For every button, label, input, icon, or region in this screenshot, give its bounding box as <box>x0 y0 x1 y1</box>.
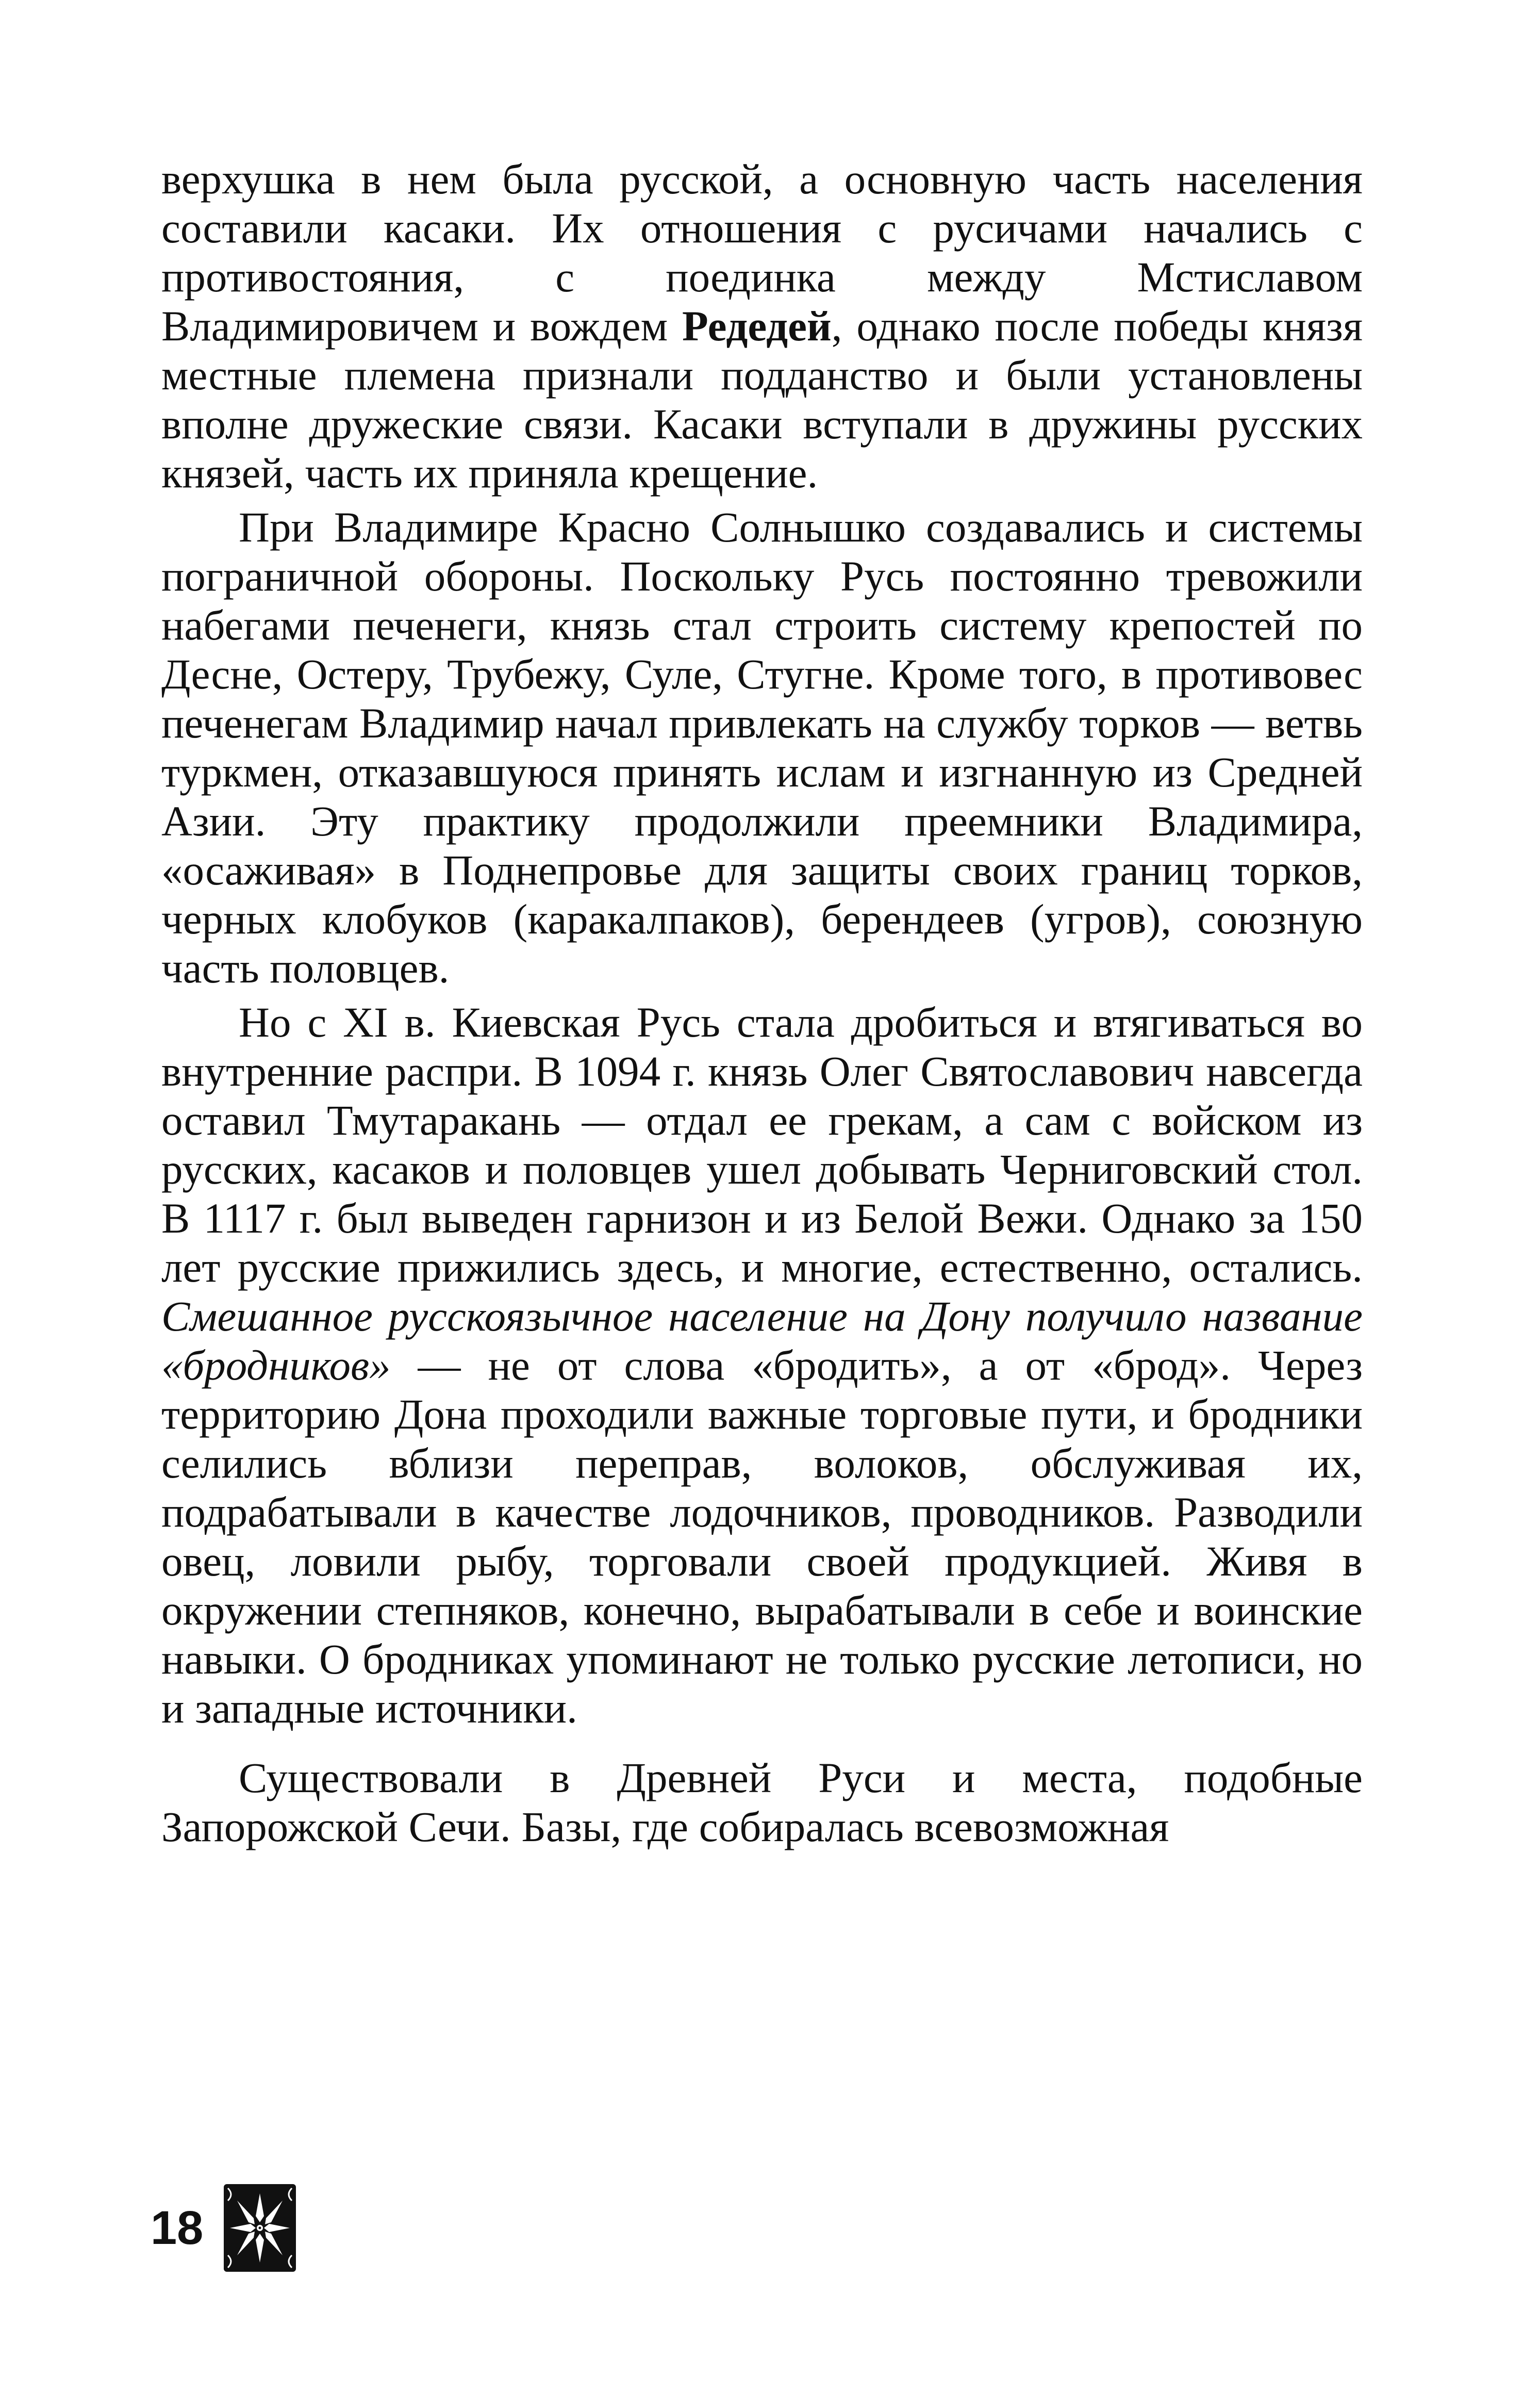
text-segment: Но с XI в. Киевская Русь стала дробиться и втягиваться во внутренние распри. В 1094 г. князь Олег Святославович навсегда оставил Тмутаракань — отдал ее грекам, а сам с войском из русских, касаков и половцев ушел добывать Черниговский стол. В 1117 г. был выведен гарнизон и из Белой Вежи. Однако за 150 лет русские прижились здесь, и многие, естественно, остались. <box>161 998 1363 1291</box>
bold-name-rededya: Редедей <box>682 302 832 350</box>
paragraph-3 <box>161 998 1363 1733</box>
paragraph-2 <box>161 503 1363 993</box>
paragraph-1 <box>161 155 1363 498</box>
text-segment: При Владимире Красно Солнышко создавались и системы пограничной обороны. Поскольку Русь постоянно тревожили набегами печенеги, князь стал строить систему крепостей по Десне, Остеру, Трубежу, Суле, Стугне. Кроме того, в противовес печенегам Владимир начал привлекать на службу торков — ветвь туркмен, отказавшуюся принять ислам и изгнанную из Средней Азии. Эту практику продолжили преемники Владимира, «осаживая» в Поднепровье для защиты своих границ торков, черных клобуков (каракалпаков), берендеев (угров), союзную часть половцев. <box>161 503 1363 992</box>
text-segment: верхушка в нем была русской, а основную часть населения составили касаки. Их отношения с русичами начались с противостояния, с поединка между Мстиславом Владимировичем и вождем <box>161 155 1363 350</box>
text-segment: Существовали в Древней Руси и места, подобные Запорожской Сечи. Базы, где собиралась всевозможная <box>161 1754 1363 1850</box>
paragraph-4 <box>161 1753 1363 1851</box>
page-footer <box>151 2179 296 2277</box>
text-segment: , однако после победы князя местные племена признали подданство и были установлены вполне дружеские связи. Касаки вступали в дружины русских князей, часть их приняла крещение. <box>161 302 1363 497</box>
floral-ornament-icon <box>224 2184 296 2272</box>
body-text <box>161 155 1363 1851</box>
text-segment: — не от слова «бродить», а от «брод». Через территорию Дона проходили важные торговые пути, и бродники селились вблизи переправ, волоков, обслуживая их, подрабатывали в качестве лодочников, проводников. Разводили овец, ловили рыбу, торговали своей продукцией. Живя в окружении степняков, конечно, вырабатывали в себе и воинские навыки. О бродниках упоминают не только русские летописи, но и западные источники. <box>161 1341 1363 1732</box>
page-number: 18 <box>151 2202 204 2254</box>
italic-emphasis-brodniki: Смешанное русскоязычное население на Дону получило название «бродников» <box>161 1292 1363 1389</box>
